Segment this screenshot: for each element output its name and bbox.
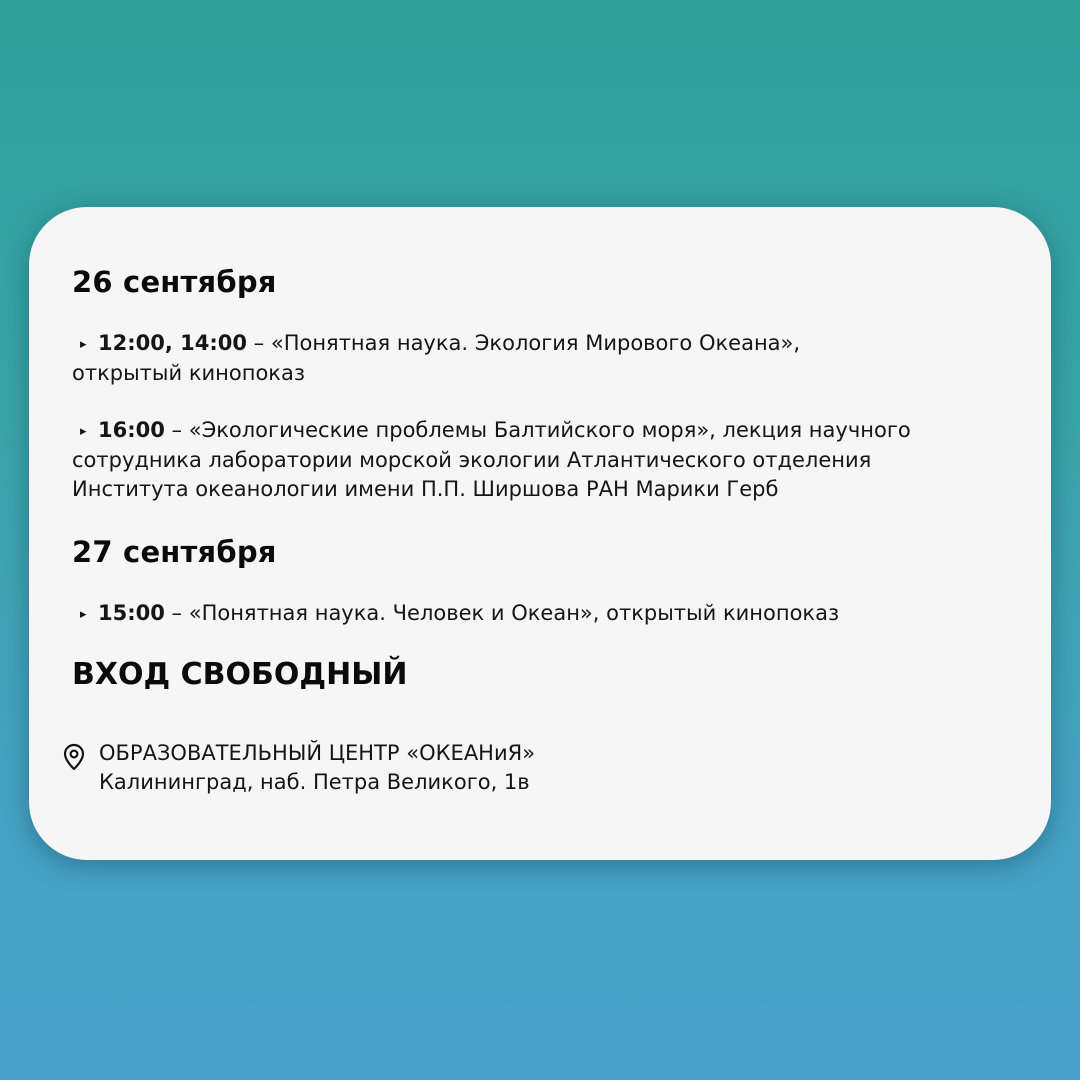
event-time: 15:00 [98, 601, 165, 625]
location-text [99, 739, 535, 797]
bullet-icon: ▸ [80, 424, 87, 439]
event-description: сотрудника лаборатории морской экологии Атлантического отделения [72, 448, 872, 472]
venue-address: Калининград, наб. Петра Великого, 1в [99, 770, 530, 794]
event-description: Института океанологии имени П.П. Ширшова РАН Марики Герб [72, 477, 779, 501]
event-separator: – [246, 331, 271, 355]
location-pin-icon [63, 743, 85, 771]
event-item [72, 599, 1032, 629]
bullet-icon: ▸ [80, 607, 87, 622]
event-card [29, 207, 1051, 860]
event-title: «Понятная наука. Экология Мирового Океана», [270, 331, 801, 355]
venue-name: ОБРАЗОВАТЕЛЬНЫЙ ЦЕНТР «ОКЕАНиЯ» [99, 741, 536, 765]
event-title: «Экологические проблемы Балтийского моря», лекция научного [188, 418, 911, 442]
event-title: «Понятная наука. Человек и Океан», открытый кинопоказ [188, 601, 840, 625]
event-time: 12:00, 14:00 [98, 331, 247, 355]
event-description: открытый кинопоказ [72, 361, 306, 385]
free-entry-note: ВХОД СВОБОДНЫЙ [72, 657, 408, 692]
bullet-icon: ▸ [80, 337, 87, 352]
date-heading-sep-27: 27 сентября [72, 535, 277, 569]
date-heading-sep-26: 26 сентября [72, 265, 277, 299]
event-item [72, 329, 1032, 388]
event-separator: – [164, 418, 189, 442]
event-separator: – [164, 601, 189, 625]
event-item [72, 416, 1032, 504]
event-time: 16:00 [98, 418, 165, 442]
